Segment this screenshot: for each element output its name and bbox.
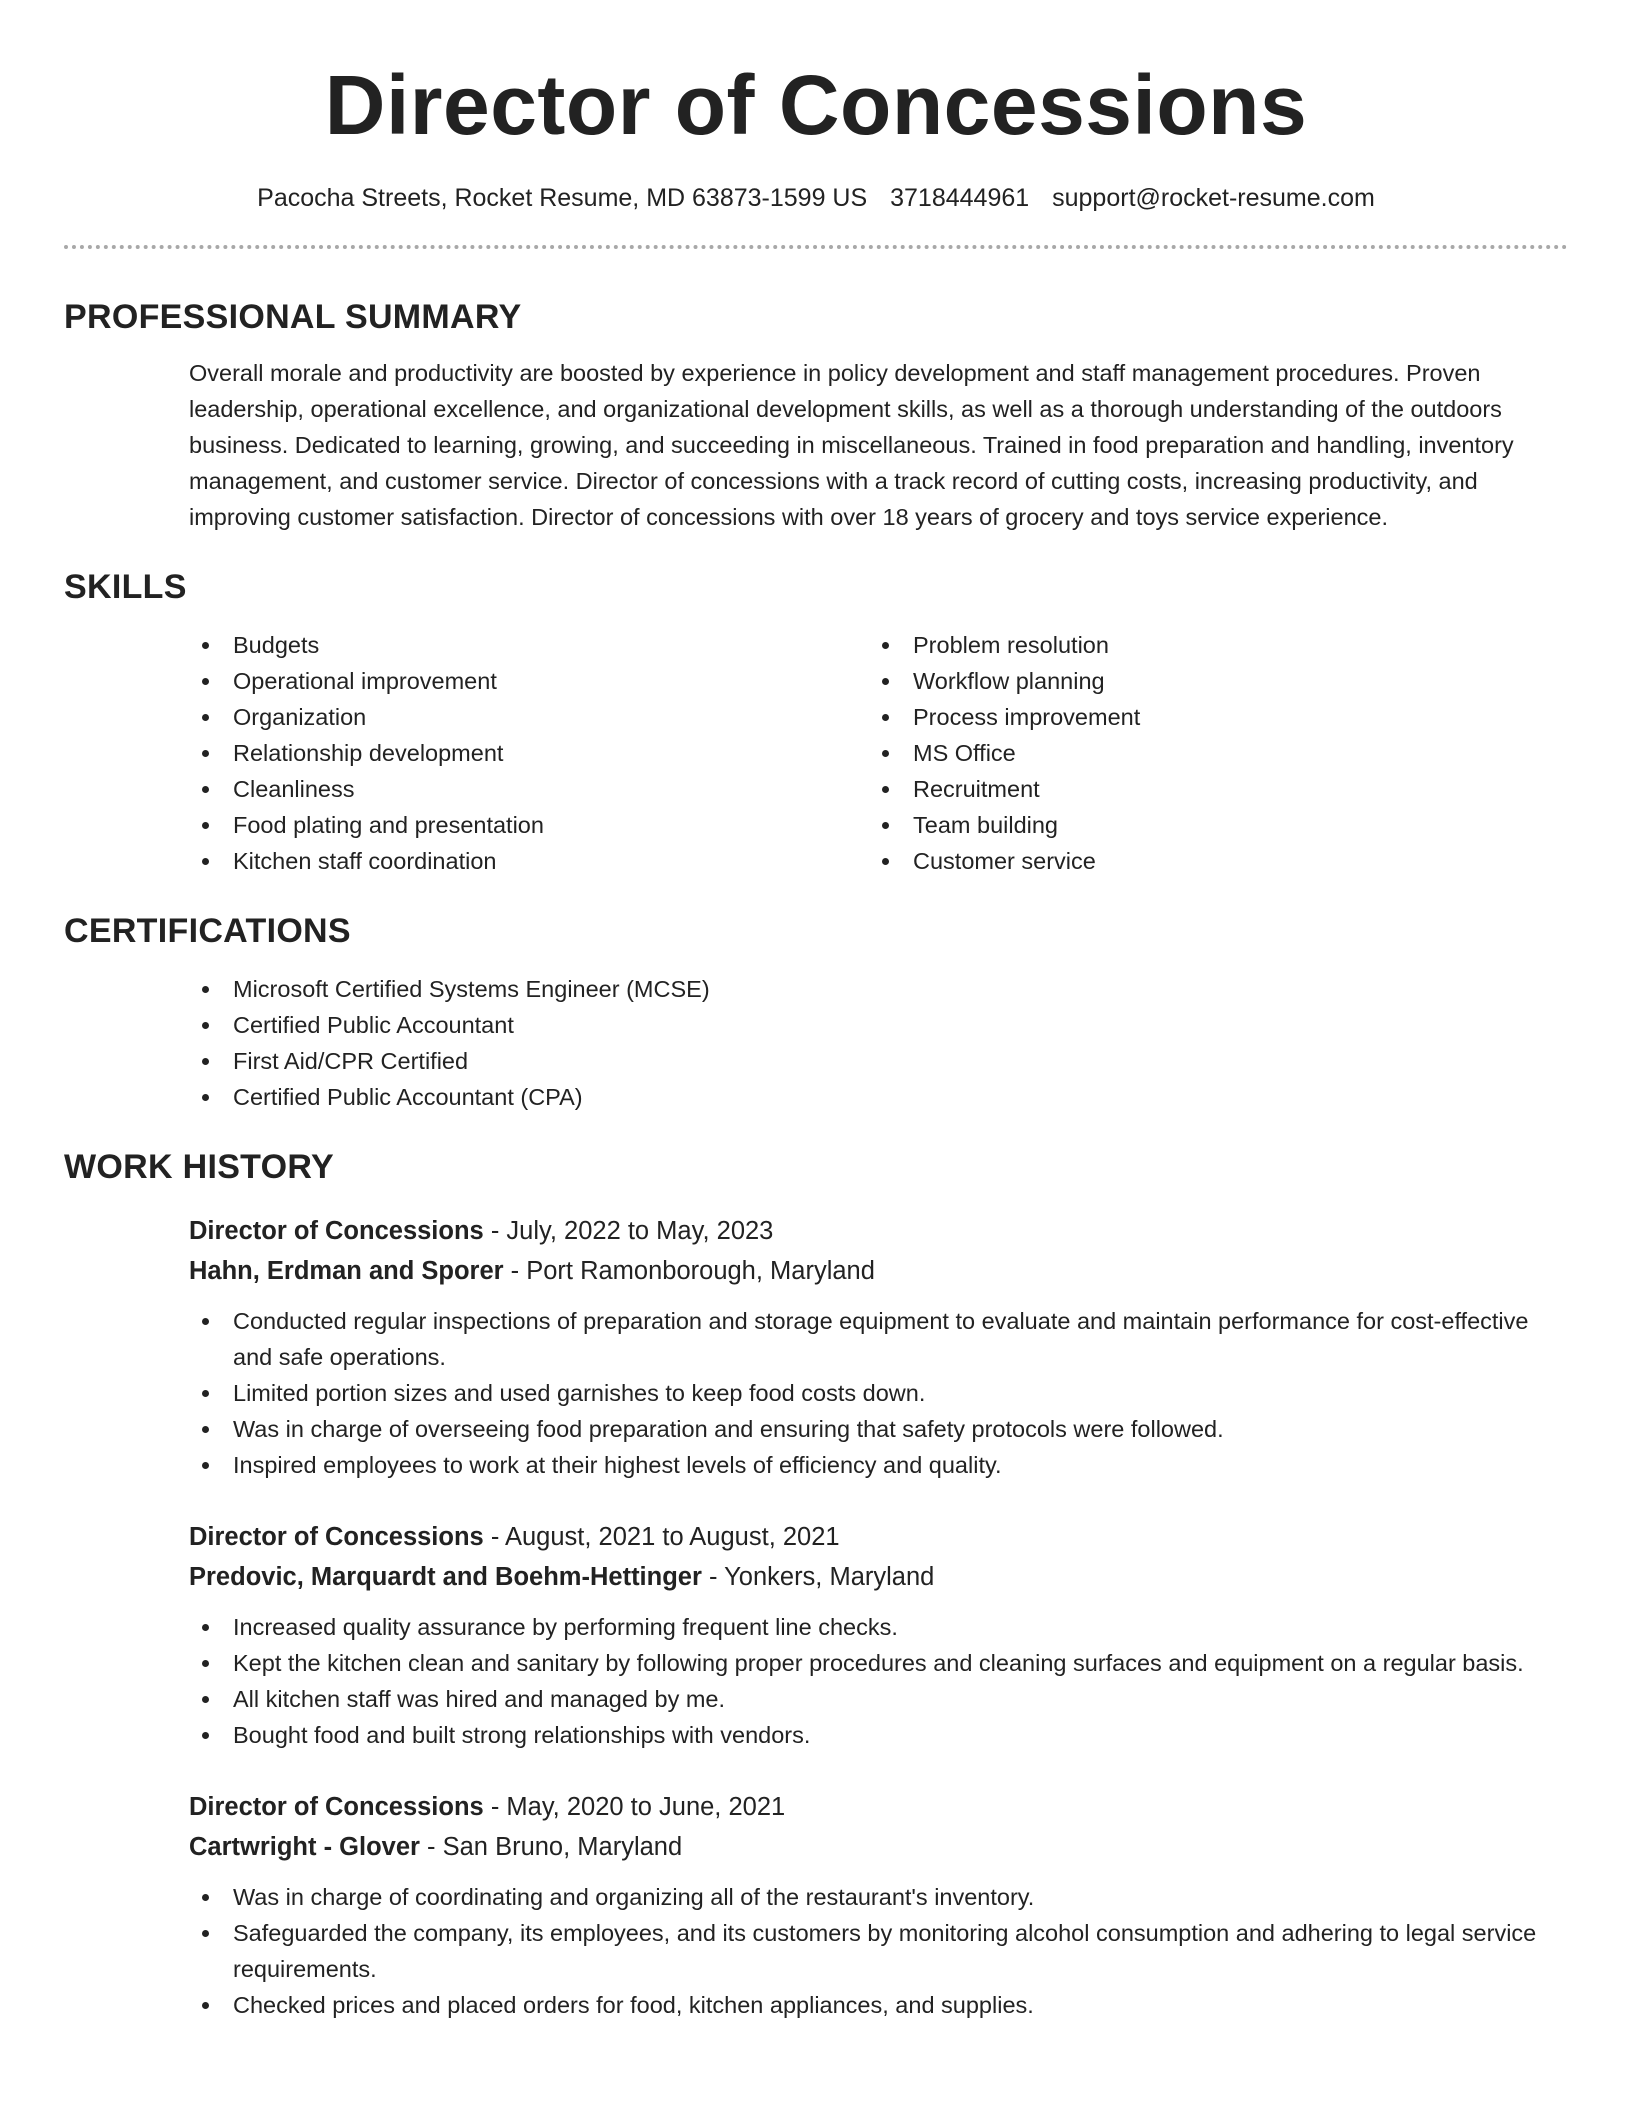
certifications-section (64, 909, 1568, 1115)
work-history-heading: WORK HISTORY (64, 1148, 334, 1186)
job-entry (189, 1211, 1568, 1483)
job-bullet-list (189, 1303, 1568, 1483)
skill-item: Problem resolution (869, 627, 1549, 663)
contact-line (64, 181, 1568, 215)
job-bullet-list (189, 1879, 1568, 2023)
job-company: Hahn, Erdman and Sporer (189, 1257, 504, 1285)
job-role: Director of Concessions (189, 1217, 484, 1245)
job-entry (189, 1517, 1568, 1753)
skill-item: Workflow planning (869, 663, 1549, 699)
job-bullet: Was in charge of coordinating and organizing all of the restaurant's inventory. (189, 1879, 1568, 1915)
job-role: Director of Concessions (189, 1793, 484, 1821)
job-bullet: Kept the kitchen clean and sanitary by following proper procedures and cleaning surfaces and equipment on a regular basis. (189, 1645, 1568, 1681)
certification-item: First Aid/CPR Certified (189, 1043, 1568, 1079)
candidate-name: Director of Concessions (324, 58, 1308, 152)
job-company-line (189, 1827, 1568, 1867)
skills-list-left (189, 627, 869, 879)
skill-item: Team building (869, 807, 1549, 843)
skill-item: Recruitment (869, 771, 1549, 807)
skills-columns (64, 627, 1568, 879)
job-bullet-list (189, 1609, 1568, 1753)
summary-text: Overall morale and productivity are boosted by experience in policy development and staff management procedures. Proven leadership, operational excellence, and organizational development skills, as well as a thorough understanding of the outdoors business. Dedicated to learning, growing, and succeeding in miscellaneous. Trained in food preparation and handling, inventory management, and customer service. Director of concessions with a track record of cutting costs, increasing productivity, and improving customer satisfaction. Director of concessions with over 18 years of grocery and toys service experience. (189, 360, 1514, 530)
job-location: - Port Ramonborough, Maryland (503, 1257, 875, 1285)
skills-list-right (869, 627, 1549, 879)
job-bullet: Was in charge of overseeing food preparation and ensuring that safety protocols were followed. (189, 1411, 1568, 1447)
skill-item: Process improvement (869, 699, 1549, 735)
job-bullet: Safeguarded the company, its employees, and its customers by monitoring alcohol consumption and adhering to legal service requirements. (189, 1915, 1568, 1987)
summary-heading: PROFESSIONAL SUMMARY (64, 298, 522, 336)
job-dates: - August, 2021 to August, 2021 (483, 1523, 840, 1551)
certification-item: Certified Public Accountant (189, 1007, 1568, 1043)
certification-item: Certified Public Accountant (CPA) (189, 1079, 1568, 1115)
job-title-line (189, 1787, 1568, 1827)
skill-item: Operational improvement (189, 663, 869, 699)
summary-section (64, 295, 1568, 535)
skill-item: Budgets (189, 627, 869, 663)
job-company-line (189, 1557, 1568, 1597)
job-bullet: Limited portion sizes and used garnishes to keep food costs down. (189, 1375, 1568, 1411)
skill-item: Cleanliness (189, 771, 869, 807)
certifications-list (189, 971, 1568, 1115)
job-company: Cartwright - Glover (189, 1833, 420, 1861)
skill-item: Kitchen staff coordination (189, 843, 869, 879)
certification-item: Microsoft Certified Systems Engineer (MCSE) (189, 971, 1568, 1007)
job-role: Director of Concessions (189, 1523, 484, 1551)
job-dates: - July, 2022 to May, 2023 (483, 1217, 774, 1245)
job-bullet: Inspired employees to work at their highest levels of efficiency and quality. (189, 1447, 1568, 1483)
contact-email: support@rocket-resume.com (1052, 184, 1375, 212)
skill-item: Food plating and presentation (189, 807, 869, 843)
skills-heading: SKILLS (64, 568, 187, 606)
job-company-line (189, 1251, 1568, 1291)
work-history-section (64, 1145, 1568, 2023)
header-divider (64, 245, 1568, 249)
job-location: - San Bruno, Maryland (419, 1833, 683, 1861)
skill-item: Relationship development (189, 735, 869, 771)
job-title-line (189, 1517, 1568, 1557)
contact-address: Pacocha Streets, Rocket Resume, MD 63873-1599 US (257, 184, 868, 212)
job-dates: - May, 2020 to June, 2021 (483, 1793, 786, 1821)
job-entry (189, 1787, 1568, 2023)
job-bullet: Conducted regular inspections of preparation and storage equipment to evaluate and maintain performance for cost-effective and safe operations. (189, 1303, 1568, 1375)
job-company: Predovic, Marquardt and Boehm-Hettinger (189, 1563, 702, 1591)
skill-item: Customer service (869, 843, 1549, 879)
skill-item: MS Office (869, 735, 1549, 771)
job-bullet: Bought food and built strong relationships with vendors. (189, 1717, 1568, 1753)
skills-section (64, 565, 1568, 879)
contact-phone: 3718444961 (890, 184, 1030, 212)
job-bullet: Increased quality assurance by performing frequent line checks. (189, 1609, 1568, 1645)
certifications-heading: CERTIFICATIONS (64, 912, 351, 950)
job-bullet: All kitchen staff was hired and managed by me. (189, 1681, 1568, 1717)
job-bullet: Checked prices and placed orders for food, kitchen appliances, and supplies. (189, 1987, 1568, 2023)
job-title-line (189, 1211, 1568, 1251)
skill-item: Organization (189, 699, 869, 735)
job-location: - Yonkers, Maryland (701, 1563, 935, 1591)
